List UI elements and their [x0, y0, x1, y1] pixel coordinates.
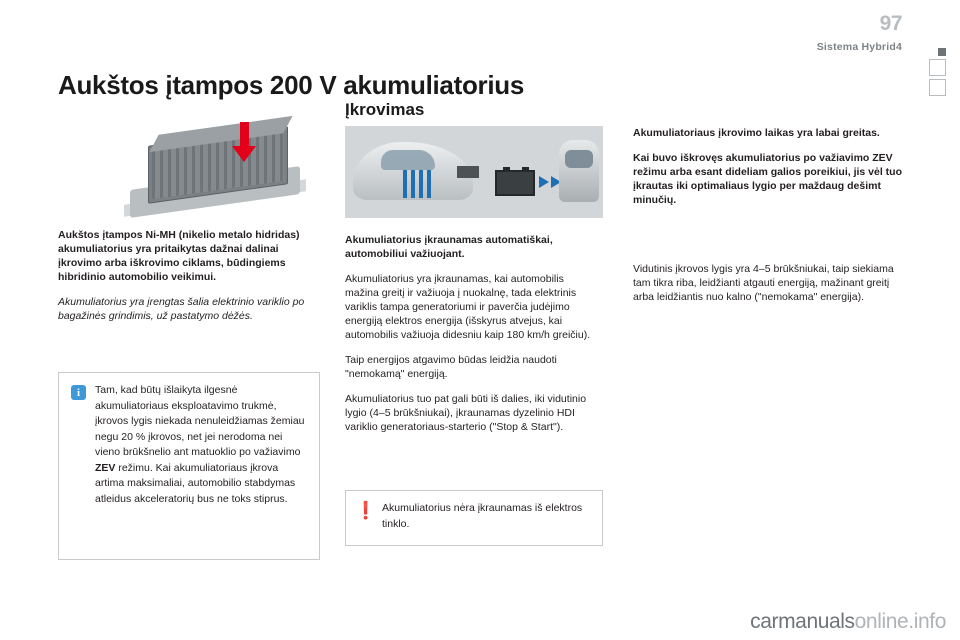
info-note-text-before: Tam, kad būtų išlaikyta ilgesnė akumuliatoriaus eksploatavimo trukmė, įkrovos lygis niekada nenuleidžiamas žemiau negu 20 % įkrovos, net jei nerodoma nei vieno brūkšnelio ant matuoklio po važiavimo [95, 384, 305, 458]
car-window [381, 150, 435, 170]
flow-arrow-icon-1 [539, 176, 549, 188]
col2-paragraph-2: Akumuliatorius yra įkraunamas, kai automobilis mažina greitį ir važiuoja į nuokalnę, tada elektrinis variklis tampa generatoriumi ir paverčia judėjimo energiją elektros energija (išskyrus atvejus, kai automobilis važiuoja didesniu kaip 180 km/h greičiu). [345, 273, 591, 341]
info-icon: i [71, 385, 86, 400]
info-note-text [95, 383, 307, 507]
col1-paragraph-1: Aukštos įtampos Ni-MH (nikelio metalo hidridas) akumuliatorius yra pritaikytas dažnai dalinai įkrovimo arba iškrovimo ciklams, būdingiems hibridinio automobilio veikimui. [58, 229, 300, 283]
watermark [750, 610, 946, 634]
text-column-right-top [633, 126, 905, 218]
info-note-box [58, 372, 320, 560]
arrow-shaft [240, 122, 249, 148]
warning-icon: ❗ [355, 501, 377, 520]
col3-paragraph-2: Kai buvo iškrovęs akumuliatorius po važiavimo ZEV režimu arba esant dideliam galios poreikiui, jis vėl tuo įkrautas iki optimaliaus lygio per maždaug dešimt minučių. [633, 152, 902, 206]
car-rear-view [559, 140, 599, 202]
warning-note-box [345, 490, 603, 546]
page-title: Aukštos įtampos 200 V akumuliatorius [58, 70, 525, 100]
col3-paragraph-1: Akumuliatoriaus įkrovimo laikas yra labai greitas. [633, 127, 880, 139]
energy-bars-icon [403, 170, 433, 198]
page-number: 97 [879, 12, 902, 35]
connector-icon [457, 166, 479, 178]
tab-mark-3 [929, 79, 946, 96]
section-title: Sistema Hybrid4 [816, 41, 902, 53]
tab-mark-current [938, 48, 946, 56]
section-subtitle: Įkrovimas [345, 100, 425, 119]
col2-paragraph-1: Akumuliatorius įkraunamas automatiškai, automobiliui važiuojant. [345, 234, 553, 260]
col2-paragraph-3: Taip energijos atgavimo būdas leidžia naudoti "nemokamą" energiją. [345, 354, 557, 380]
col2-paragraph-4: Akumuliatorius tuo pat gali būti iš dalies, iki vidutinio lygio (4–5 brūkšniukai), įkraunamas dyzelinio HDI variklio generatoriaus-starterio ("Stop & Start"). [345, 393, 587, 433]
high-voltage-battery-illustration [120, 118, 310, 213]
text-column-middle [345, 233, 595, 445]
col3b-paragraph-1: Vidutinis įkrovos lygis yra 4–5 brūkšniukai, taip siekiama tam tikra riba, leidžianti atgauti energiją, mažinant greitį arba leidžiantis nuo kalno ("nemokama" energija). [633, 263, 894, 303]
watermark-part-2: online.info [854, 610, 946, 633]
battery-icon [495, 170, 535, 196]
text-column-left [58, 228, 320, 334]
watermark-part-1: carmanuals [750, 610, 855, 633]
warning-note-text: Akumuliatorius nėra įkraunamas iš elektros tinklo. [382, 502, 583, 530]
chapter-tab-marks [912, 48, 946, 99]
tab-mark-2 [929, 59, 946, 76]
charging-flow-illustration [345, 126, 603, 218]
info-note-text-bold: ZEV [95, 461, 116, 474]
info-note-text-after: režimu. Kai akumuliatoriaus įkrova artima maksimaliai, automobilio stabdymas atleidus akceleratorių bus ne toks stiprus. [95, 461, 296, 505]
arrow-head [232, 146, 256, 162]
col1-paragraph-2: Akumuliatorius yra įrengtas šalia elektrinio variklio po bagažinės grindimis, už pastatymo dėžės. [58, 296, 305, 322]
text-column-right-bottom [633, 262, 905, 315]
